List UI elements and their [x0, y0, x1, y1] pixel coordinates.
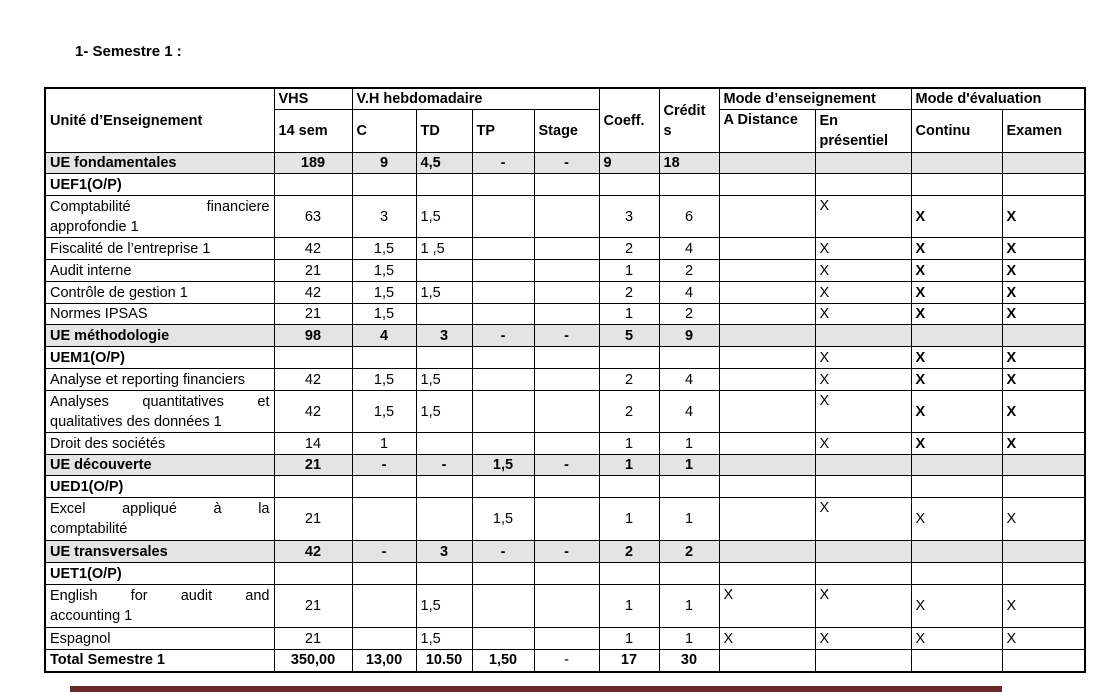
table-row: [45, 498, 1085, 541]
cell-name: UEM1(O/P): [45, 347, 274, 369]
table-row: [45, 585, 1085, 628]
table-row-uef1: [45, 174, 1085, 196]
cell-continu: X: [911, 585, 1002, 628]
header-en-presentiel-2: présentiel: [819, 133, 888, 149]
cell-name-line: approfondie 1: [50, 218, 139, 235]
cell-vhs: 42: [274, 369, 352, 391]
header-credits-line1: Crédit: [663, 102, 706, 119]
header-continu: Continu: [911, 110, 1002, 153]
table-row: [45, 282, 1085, 304]
cell-continu: X: [911, 347, 1002, 369]
cell-continu: X: [911, 433, 1002, 455]
cell-examen: X: [1002, 628, 1085, 650]
cell-examen: X: [1002, 260, 1085, 282]
cell-credits: 1: [659, 498, 719, 541]
cell-continu: X: [911, 238, 1002, 260]
cell-continu: X: [911, 304, 1002, 325]
cell-c: 1,5: [352, 391, 416, 433]
cell-examen: X: [1002, 369, 1085, 391]
cell-pres: X: [815, 433, 911, 455]
cell-c: 1,5: [352, 369, 416, 391]
table-row: [45, 304, 1085, 325]
cell-credits: 30: [659, 650, 719, 672]
cell-stage: -: [534, 650, 599, 672]
header-examen: Examen: [1002, 110, 1085, 153]
cell-name-word: and: [245, 588, 270, 604]
cell-credits: 2: [659, 260, 719, 282]
cell-name: Total Semestre 1: [45, 650, 274, 672]
cell-pres: X: [815, 282, 911, 304]
table-row: [45, 238, 1085, 260]
cell-examen: X: [1002, 498, 1085, 541]
cell-name-word: à: [213, 501, 222, 517]
table-row: [45, 196, 1085, 238]
cell-c: 9: [352, 153, 416, 174]
cell-tp: -: [472, 153, 534, 174]
cell-name: UEF1(O/P): [45, 174, 274, 196]
cell-name: UE méthodologie: [45, 325, 274, 347]
cell-continu: X: [911, 498, 1002, 541]
cell-credits: 4: [659, 391, 719, 433]
cell-pres: X: [815, 238, 911, 260]
cell-credits: 6: [659, 196, 719, 238]
cell-vhs: 21: [274, 498, 352, 541]
cell-name: [45, 585, 274, 628]
cell-tp: 1,50: [472, 650, 534, 672]
header-mode-enseignement: Mode d’enseignement: [719, 88, 911, 110]
cell-continu: X: [911, 260, 1002, 282]
cell-credits: 1: [659, 455, 719, 476]
cell-dist: X: [719, 585, 815, 628]
cell-c: 3: [352, 196, 416, 238]
table-row: [45, 260, 1085, 282]
cell-td: 3: [416, 541, 472, 563]
cell-name-line: qualitatives des données 1: [50, 413, 222, 430]
cell-continu: X: [911, 282, 1002, 304]
table-row-ued1: [45, 476, 1085, 498]
cell-stage: -: [534, 153, 599, 174]
header-vh-hebdo: V.H hebdomadaire: [352, 88, 599, 110]
header-en-presentiel: [815, 110, 911, 153]
cell-coeff: 1: [599, 433, 659, 455]
cell-pres: X: [815, 196, 911, 238]
cell-name: UET1(O/P): [45, 563, 274, 585]
cell-pres: X: [815, 369, 911, 391]
table-row-uet1: [45, 563, 1085, 585]
cell-c: -: [352, 541, 416, 563]
cell-td: -: [416, 455, 472, 476]
cell-c: 4: [352, 325, 416, 347]
cell-c: 1,5: [352, 304, 416, 325]
cell-td: 1,5: [416, 628, 472, 650]
cell-credits: 18: [659, 153, 719, 174]
cell-coeff: 1: [599, 304, 659, 325]
cell-vhs: 21: [274, 455, 352, 476]
cell-coeff: 2: [599, 369, 659, 391]
header-en-presentiel-1: En: [819, 113, 839, 129]
header-unite: Unité d’Enseignement: [45, 88, 274, 153]
cell-name-line: accounting 1: [50, 608, 133, 624]
cell-c: 1,5: [352, 282, 416, 304]
cell-dist: [719, 153, 815, 174]
cell-examen: X: [1002, 433, 1085, 455]
cell-td: 1,5: [416, 196, 472, 238]
cell-name: UE fondamentales: [45, 153, 274, 174]
cell-c: 13,00: [352, 650, 416, 672]
cell-credits: 1: [659, 628, 719, 650]
cell-credits: 1: [659, 433, 719, 455]
cell-vhs: 21: [274, 628, 352, 650]
cell-vhs: 98: [274, 325, 352, 347]
cell-coeff: 2: [599, 238, 659, 260]
cell-name-line: comptabilité: [50, 521, 128, 537]
cell-examen: X: [1002, 196, 1085, 238]
cell-credits: 9: [659, 325, 719, 347]
cell-continu: X: [911, 391, 1002, 433]
cell-vhs: 42: [274, 391, 352, 433]
cell-name-word: for: [130, 588, 148, 604]
cell-dist: X: [719, 628, 815, 650]
cell-credits: 1: [659, 585, 719, 628]
header-coeff: Coeff.: [599, 88, 659, 153]
cell-coeff: 3: [599, 196, 659, 238]
cell-name: [45, 196, 274, 238]
table-row-ue-transversales: [45, 541, 1085, 563]
cell-pres: X: [815, 260, 911, 282]
cell-coeff: 1: [599, 498, 659, 541]
header-td: TD: [416, 110, 472, 153]
cell-pres: X: [815, 391, 911, 433]
table-row-ue-decouverte: [45, 455, 1085, 476]
cell-name-word: English: [50, 588, 98, 604]
cell-tp: 1,5: [472, 498, 534, 541]
cell-vhs: 21: [274, 304, 352, 325]
table-row: [45, 433, 1085, 455]
cell-vhs: 42: [274, 541, 352, 563]
cell-vhs: 14: [274, 433, 352, 455]
header-credits: [659, 88, 719, 153]
cell-name: Audit interne: [45, 260, 274, 282]
cell-credits: 4: [659, 369, 719, 391]
cell-coeff: 5: [599, 325, 659, 347]
cell-continu: X: [911, 196, 1002, 238]
cell-tp: -: [472, 325, 534, 347]
cell-name-word: Excel: [50, 501, 86, 517]
cell-stage: -: [534, 325, 599, 347]
header-credits-line2: s: [663, 122, 672, 139]
cell-name: Espagnol: [45, 628, 274, 650]
cell-pres: [815, 153, 911, 174]
cell-td: 1,5: [416, 282, 472, 304]
table-row-total: [45, 650, 1085, 672]
footer-divider: [70, 686, 1002, 692]
table-row: [45, 628, 1085, 650]
cell-c: 1: [352, 433, 416, 455]
cell-coeff: 17: [599, 650, 659, 672]
cell-name: [45, 391, 274, 433]
table-row-ue-fondamentales: [45, 153, 1085, 174]
cell-coeff: 1: [599, 260, 659, 282]
cell-pres: X: [815, 498, 911, 541]
cell-stage: -: [534, 541, 599, 563]
cell-c: 1,5: [352, 238, 416, 260]
cell-vhs: 189: [274, 153, 352, 174]
cell-examen: X: [1002, 282, 1085, 304]
table-row-uem1: [45, 347, 1085, 369]
cell-name-word: la: [258, 501, 270, 517]
cell-coeff: 9: [599, 153, 659, 174]
table-row: [45, 391, 1085, 433]
header-mode-evaluation: Mode d'évaluation: [911, 88, 1085, 110]
cell-name: UE transversales: [45, 541, 274, 563]
cell-name-word: Comptabilité: [50, 198, 131, 215]
cell-examen: X: [1002, 238, 1085, 260]
cell-name: UE découverte: [45, 455, 274, 476]
cell-examen: X: [1002, 304, 1085, 325]
cell-name: [45, 498, 274, 541]
header-vhs: VHS: [274, 88, 352, 110]
cell-td: 4,5: [416, 153, 472, 174]
cell-tp: 1,5: [472, 455, 534, 476]
cell-credits: 2: [659, 541, 719, 563]
cell-td: 3: [416, 325, 472, 347]
cell-name-word: quantitatives: [142, 393, 224, 410]
cell-coeff: 2: [599, 282, 659, 304]
cell-td: 1,5: [416, 585, 472, 628]
cell-name: Droit des sociétés: [45, 433, 274, 455]
header-stage: Stage: [534, 110, 599, 153]
cell-credits: 2: [659, 304, 719, 325]
cell-name: Normes IPSAS: [45, 304, 274, 325]
table-row: [45, 369, 1085, 391]
cell-pres: X: [815, 585, 911, 628]
table-row-ue-methodologie: [45, 325, 1085, 347]
cell-continu: X: [911, 628, 1002, 650]
cell-vhs: 350,00: [274, 650, 352, 672]
cell-name: Analyse et reporting financiers: [45, 369, 274, 391]
cell-examen: X: [1002, 391, 1085, 433]
cell-c: -: [352, 455, 416, 476]
cell-td: 1,5: [416, 391, 472, 433]
header-c: C: [352, 110, 416, 153]
cell-name-word: et: [257, 393, 270, 410]
header-tp: TP: [472, 110, 534, 153]
cell-name-word: appliqué: [122, 501, 177, 517]
cell-name: Contrôle de gestion 1: [45, 282, 274, 304]
cell-coeff: 2: [599, 391, 659, 433]
cell-coeff: 2: [599, 541, 659, 563]
section-heading: 1- Semestre 1 :: [75, 43, 182, 60]
cell-name-word: Analyses: [50, 393, 109, 410]
semester-table: [44, 87, 1086, 673]
cell-pres: X: [815, 628, 911, 650]
cell-vhs: 21: [274, 585, 352, 628]
cell-td: 10.50: [416, 650, 472, 672]
cell-continu: [911, 153, 1002, 174]
cell-coeff: 1: [599, 455, 659, 476]
cell-td: 1,5: [416, 369, 472, 391]
cell-examen: [1002, 153, 1085, 174]
cell-coeff: 1: [599, 585, 659, 628]
cell-examen: X: [1002, 585, 1085, 628]
cell-td: 1 ,5: [416, 238, 472, 260]
cell-vhs: 21: [274, 260, 352, 282]
cell-pres: X: [815, 304, 911, 325]
cell-credits: 4: [659, 238, 719, 260]
cell-pres: X: [815, 347, 911, 369]
cell-c: 1,5: [352, 260, 416, 282]
cell-vhs: 63: [274, 196, 352, 238]
cell-name: Fiscalité de l’entreprise 1: [45, 238, 274, 260]
cell-vhs: 42: [274, 282, 352, 304]
cell-tp: -: [472, 541, 534, 563]
cell-credits: 4: [659, 282, 719, 304]
cell-examen: X: [1002, 347, 1085, 369]
cell-continu: X: [911, 369, 1002, 391]
cell-name-word: financiere: [206, 198, 270, 215]
header-vhs-sub: 14 sem: [274, 110, 352, 153]
header-a-distance: A Distance: [719, 110, 815, 153]
cell-name-word: audit: [180, 588, 213, 604]
cell-name: UED1(O/P): [45, 476, 274, 498]
cell-coeff: 1: [599, 628, 659, 650]
cell-stage: -: [534, 455, 599, 476]
cell-vhs: 42: [274, 238, 352, 260]
